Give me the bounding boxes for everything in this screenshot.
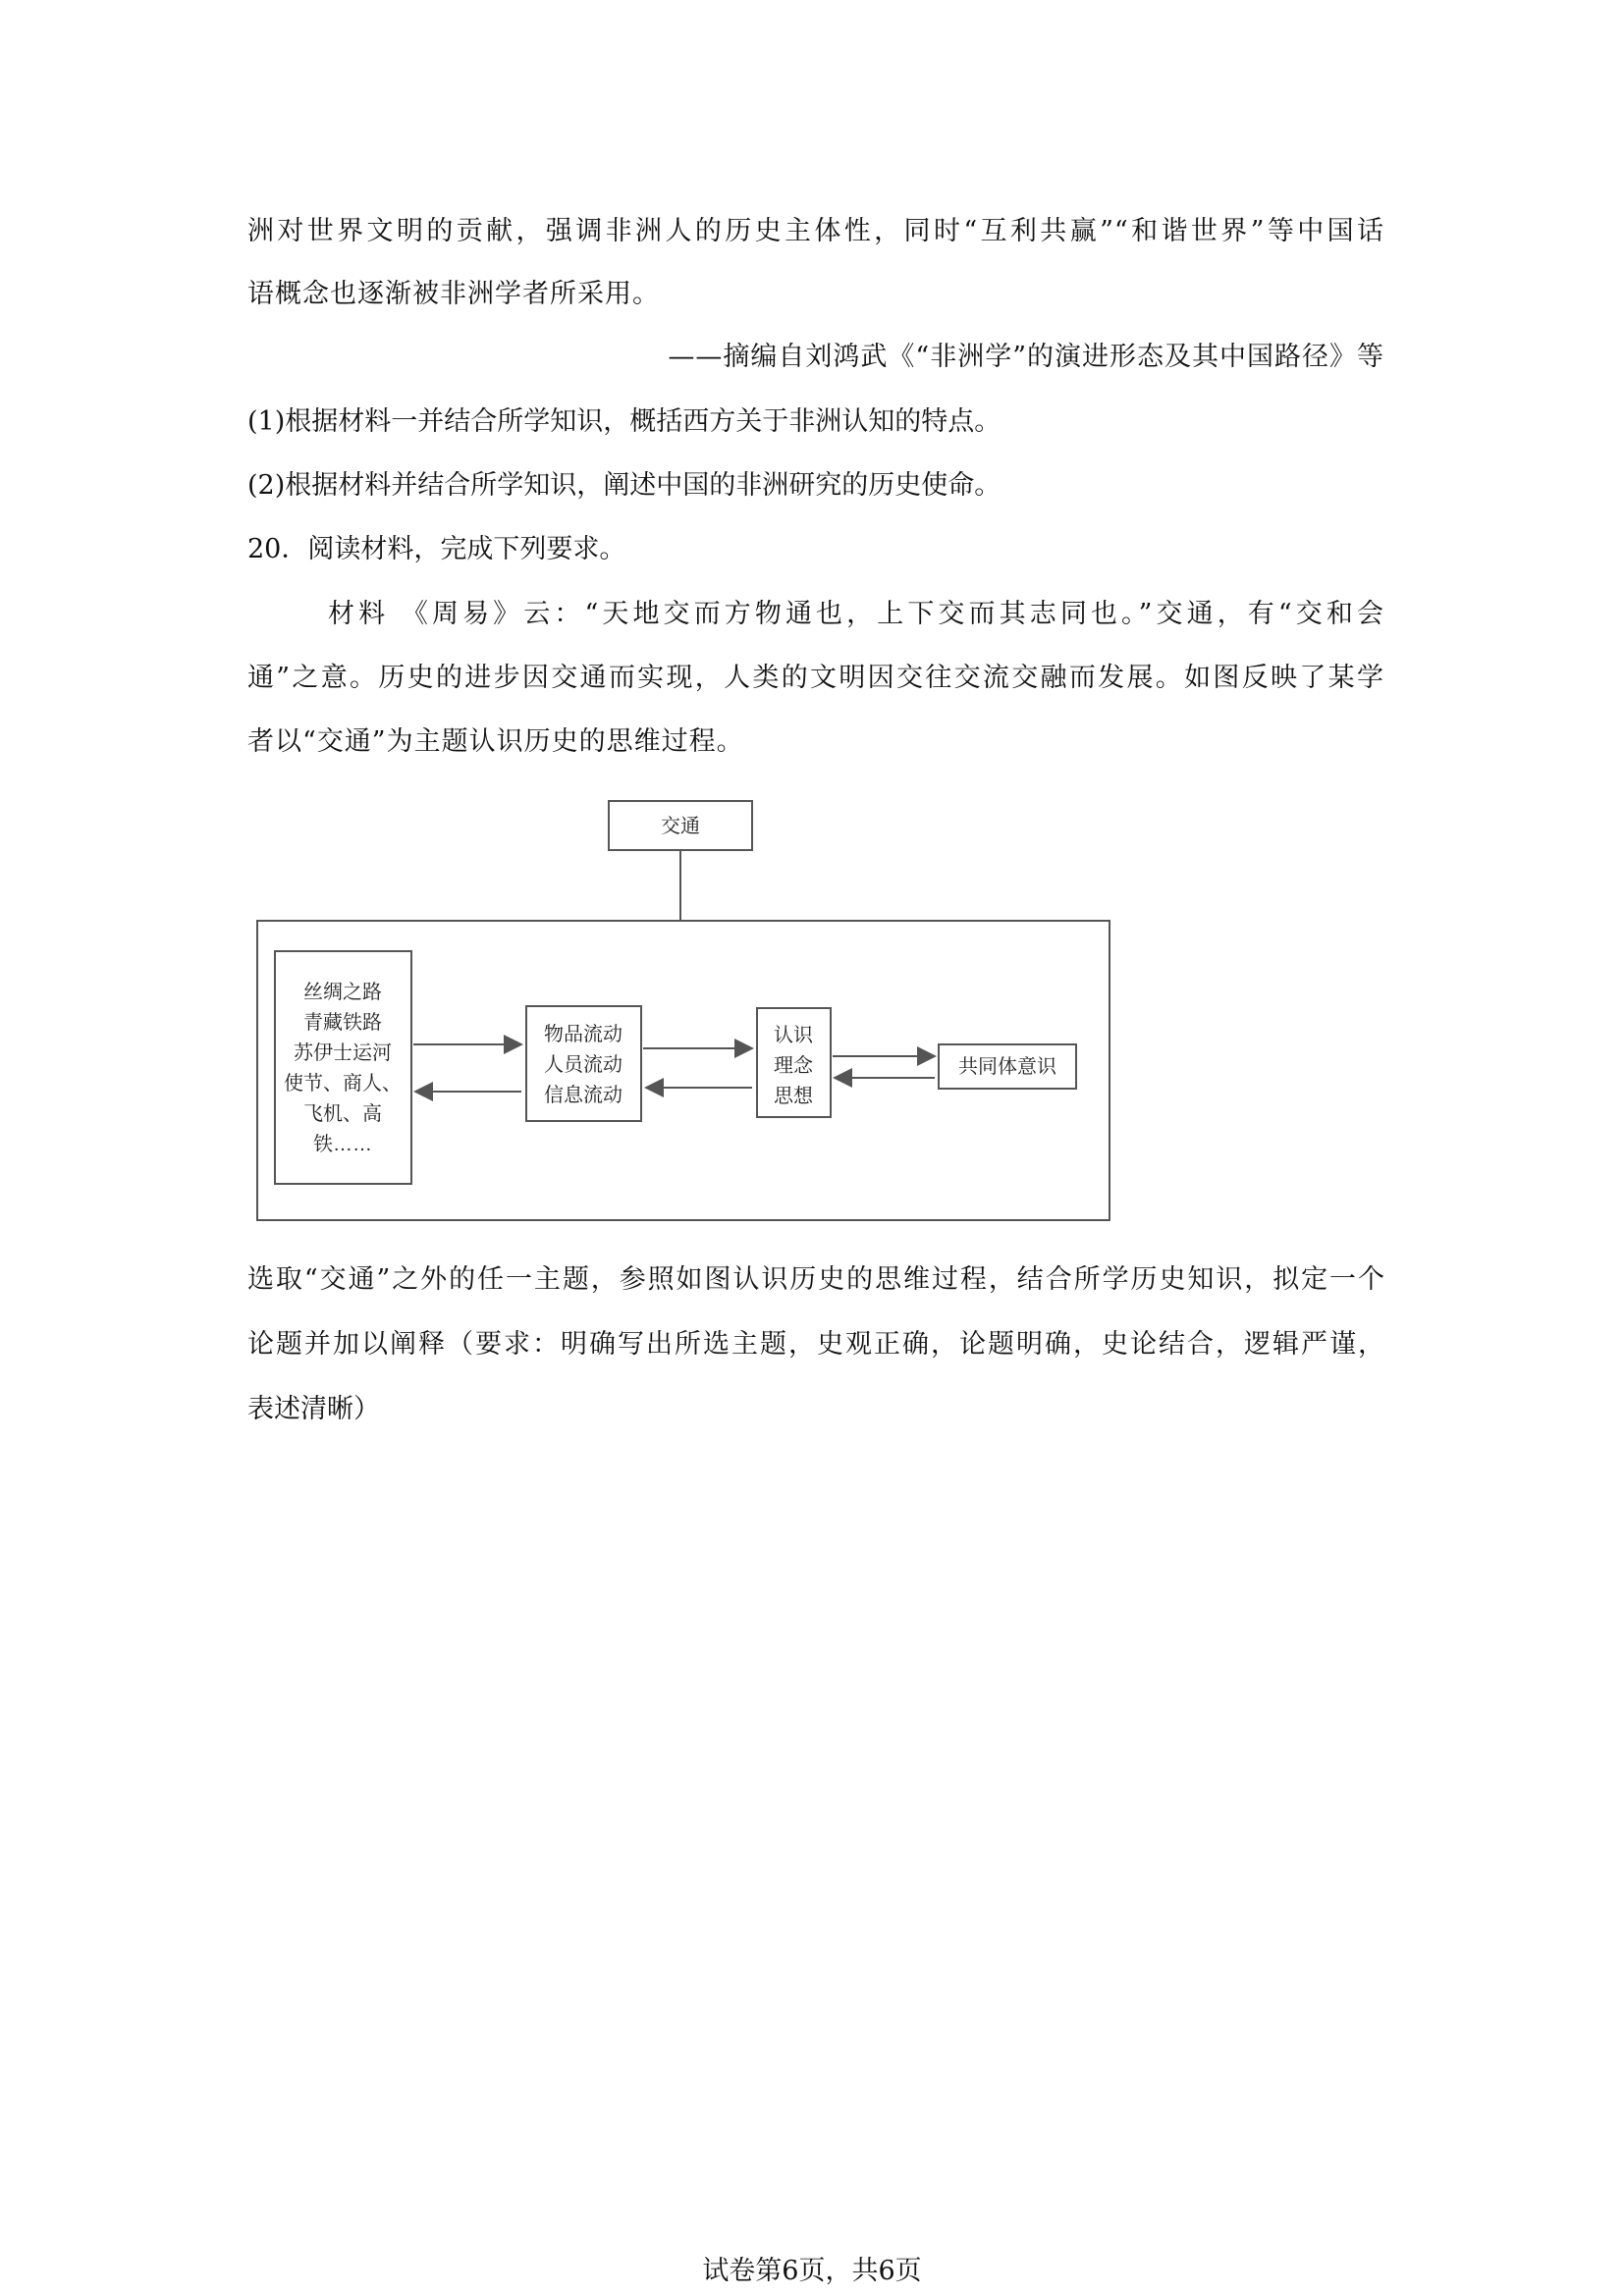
q20-task-line-1: 选取“交通”之外的任一主题，参照如图认识历史的思维过程，结合所学历史知识，拟定一个 xyxy=(247,1264,1384,1295)
q20-material-line-2: 通”之意。历史的进步因交通而实现，人类的文明因交往交流交融而发展。如图反映了某学 xyxy=(247,663,1384,693)
diagram-box3-line3: 思想 xyxy=(774,1086,813,1107)
diagram-box2-line3: 信息流动 xyxy=(544,1085,623,1106)
diagram-box1-line2: 青藏铁路 xyxy=(303,1012,382,1034)
question-19-1: (1)根据材料一并结合所学知识，概括西方关于非洲认知的特点。 xyxy=(247,406,1001,437)
diagram-box2-line2: 人员流动 xyxy=(544,1054,623,1076)
diagram-top-label: 交通 xyxy=(661,816,700,837)
material-line-1: 洲对世界文明的贡献，强调非洲人的历史主体性，同时“互利共赢”“和谐世界”等中国话 xyxy=(247,216,1384,246)
material-line-2: 语概念也逐渐被非洲学者所采用。 xyxy=(247,279,660,309)
diagram-box1-line1: 丝绸之路 xyxy=(303,982,382,1003)
diagram-box4-label: 共同体意识 xyxy=(958,1056,1056,1078)
question-19-2: (2)根据材料并结合所学知识，阐述中国的非洲研究的历史使命。 xyxy=(247,470,1001,501)
diagram-box1-line3: 苏伊士运河 xyxy=(294,1042,392,1064)
question-20-title: 20．阅读材料，完成下列要求。 xyxy=(247,534,626,564)
diagram-box1-line6: 铁…… xyxy=(313,1134,372,1155)
q20-material-line-1: 材料 《周易》云：“天地交而方物通也，上下交而其志同也。”交通，有“交和会 xyxy=(328,599,1384,629)
material-source: ——摘编自刘鸿武《“非洲学”的演进形态及其中国路径》等 xyxy=(668,342,1384,372)
diagram-box2-line1: 物品流动 xyxy=(544,1024,623,1045)
diagram-box3-line2: 理念 xyxy=(774,1055,813,1077)
diagram-box3-line1: 认识 xyxy=(774,1025,813,1046)
diagram-box1-line5: 飞机、高 xyxy=(303,1103,382,1125)
page-footer: 试卷第6页，共6页 xyxy=(702,2256,922,2286)
q20-material-line-3: 者以“交通”为主题认识历史的思维过程。 xyxy=(247,726,744,757)
q20-task-line-3: 表述清晰） xyxy=(247,1394,380,1424)
diagram-box1-line4: 使节、商人、 xyxy=(284,1073,402,1095)
q20-task-line-2: 论题并加以阐释（要求：明确写出所选主题，史观正确，论题明确，史论结合，逻辑严谨， xyxy=(247,1329,1384,1360)
